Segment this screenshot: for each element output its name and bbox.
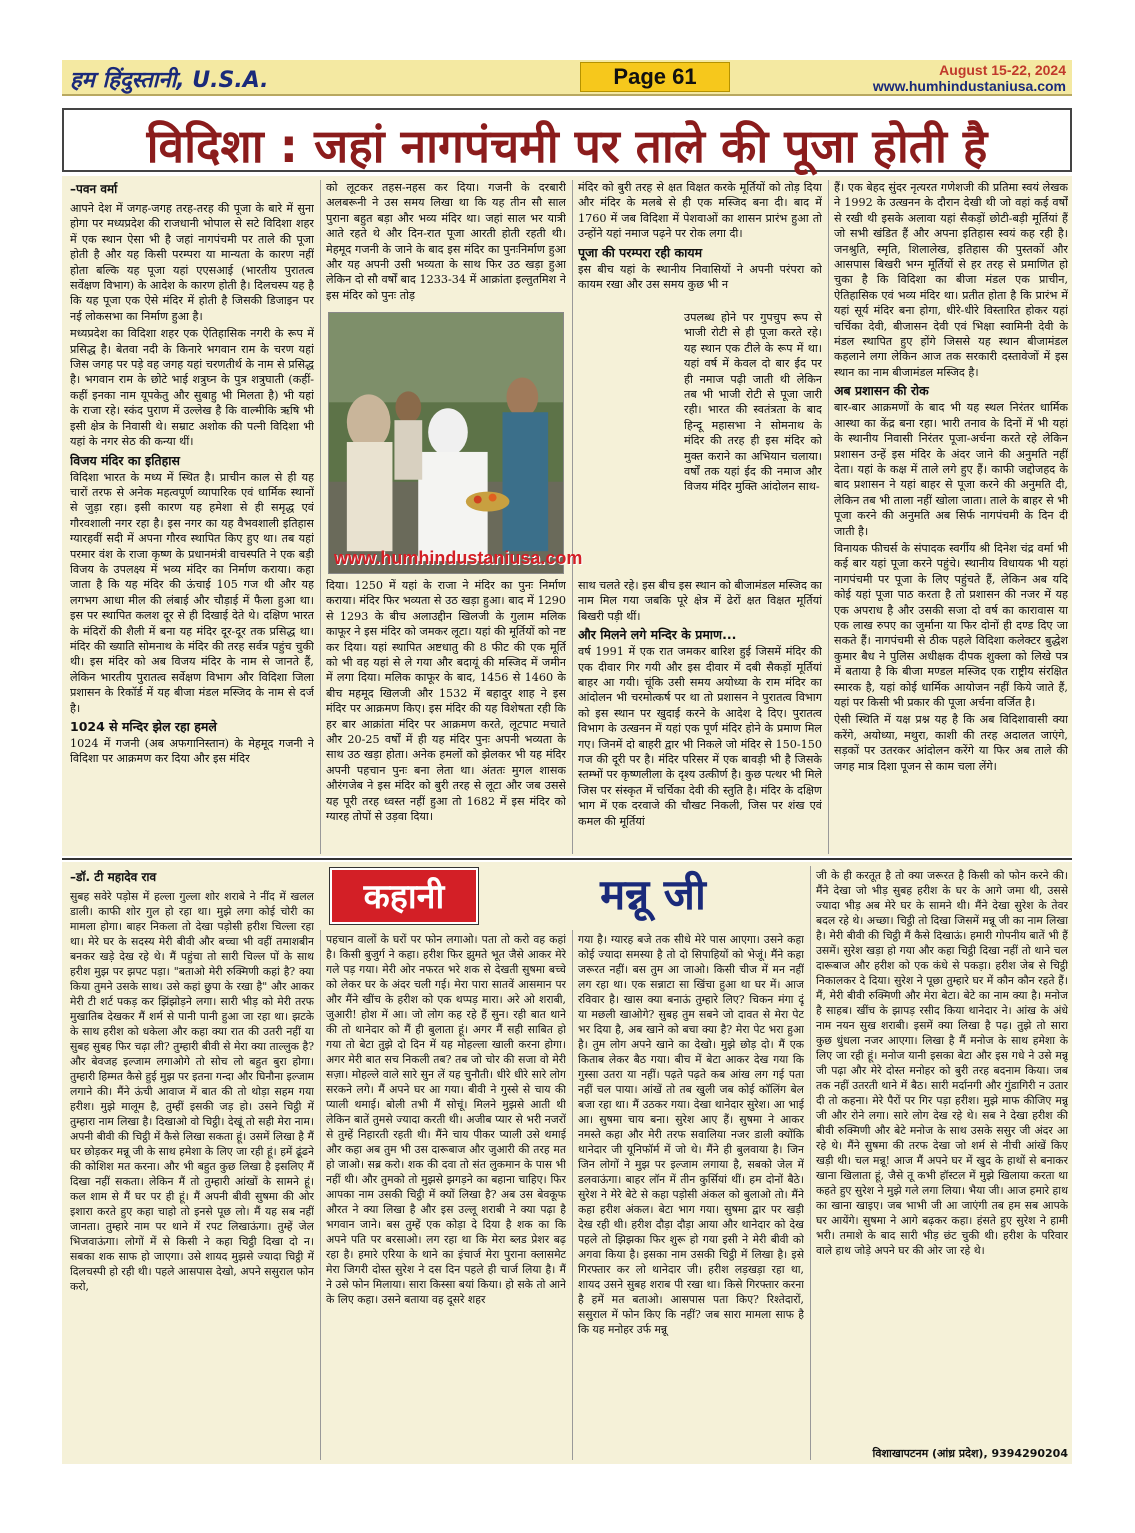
article-paragraph: विदिशा भारत के मध्य में स्थित है। प्राचीन काल से ही यह चारों तरफ से अनेक महत्वपूर्ण व्यापारिक एवं धार्मिक स्थानों से जुड़ा रहा। इसी कारण यह हमेशा से ही समृद्ध एवं गौरवशाली नगर रहा है। इस नगर का यह वैभवशाली इतिहास ग्यारहवीं सदी में अपना गौरव स्थापित किए हुए था। तब यहां परमार वंश के राजा कृष्ण के प्रधानमंत्री वाचस्पति ने एक बड़ी विजय के उपलक्ष्य में भव्य मंदिर का निर्माण कराया। कहा जाता है कि यह मंदिर की ऊंचाई 105 गज थी और यह लगभग आधा मील की लंबाई और चौड़ाई में फैला हुआ था। इस पर स्थापित कलश दूर से ही दिखाई देते थे। दक्षिण भारत के मंदिरों की शैली में बना यह मंदिर दूर-दूर तक प्रसिद्ध था। मंदिर की ख्याति सोमनाथ के मंदिर की तरह सर्वत्र पहुंच चुकी थी। इस मंदिर को अब विजय मंदिर के नाम से जानते हैं, लेकिन भारतीय पुरातत्व सर्वेक्षण विभाग और विदिशा जिला प्रशासन के रिकॉर्ड में यह बीजा मंडल मस्जिद के नाम से दर्ज है। xyxy=(70,470,314,715)
publication-title: हम हिंदुस्तानी, U.S.A. xyxy=(70,68,269,93)
story-footer: विशाखापटनम (आंध्र प्रदेश), 9394290204 xyxy=(872,1447,1068,1460)
story-title: मन्नू जी xyxy=(600,870,706,919)
subheading-1024: 1024 से मन्दिर झेल रहा हमले xyxy=(70,719,217,734)
story-column-4 xyxy=(816,868,1068,1444)
column-divider xyxy=(810,866,811,1460)
column-divider xyxy=(572,180,573,854)
column-divider xyxy=(320,930,321,1460)
article-column-2-top xyxy=(326,180,566,312)
column-divider xyxy=(320,180,321,854)
article-paragraph: विनायक फीचर्स के संपादक स्वर्गीय श्री दिनेश चंद्र वर्मा भी कई बार यहां पूजा करने पहुंचे। स्थानीय विधायक भी यहां नागपंचमी पर पूजा के लिए पहुंचते हैं, लेकिन अब यदि कोई यहां पूजा पाठ करता है तो प्रशासन की नजर में यह एक अपराध है और उसकी सजा दो वर्ष का कारावास या एक लाख रुपए का जुर्माना या फिर दोनों ही दण्ड दिए जा सकते हैं। नागपंचमी से ठीक पहले विदिशा कलेक्टर बुद्धेश कुमार बैध ने पुलिस अधीक्षक दीपक शुक्ला को लिखे पत्र में बताया है कि बीजा मण्डल मस्जिद एक राष्ट्रीय संरक्षित स्मारक है, यहां कोई धार्मिक आयोजन नहीं किये जाते हैं, यहां पर किसी भी प्रकार की पूजा अर्चना वर्जित है। xyxy=(834,541,1068,709)
article-column-3-side xyxy=(684,310,822,578)
article-paragraph: साथ चलते रहे। इस बीच इस स्थान को बीजामंडल मस्जिद का नाम मिल गया जबकि पूरे क्षेत्र में ढेरों क्षत विक्षत मूर्तियां बिखरी पड़ी थीं। xyxy=(578,579,822,623)
issue-date: August 15-22, 2024 xyxy=(939,62,1066,78)
headline-box xyxy=(62,108,1072,172)
column-divider xyxy=(572,930,573,1460)
column-divider xyxy=(828,180,829,854)
article-column-4 xyxy=(834,180,1068,854)
article-paragraph: इस बीच यहां के स्थानीय निवासियों ने अपनी परंपरा को कायम रखा और उस समय कुछ भी न xyxy=(578,262,822,292)
page-headline: विदिशा : जहां नागपंचमी पर ताले की पूजा होती है xyxy=(146,119,988,173)
story-paragraph: पहचान वालों के घरों पर फोन लगाओ। पता तो करो वह कहां है। किसी बुजुर्ग ने कहा। हरीश फिर झुमते भूत जैसे आकर मेरे गले पड़ गया। मेरी ओर नफरत भरे शक से देखती सुषमा बच्चे को लेकर घर के अंदर चली गई। मेरा पारा सातवें आसमान पर और मैंने खींच के हरीश को एक थप्पड़ मारा। अरे ओ शराबी, जुआरी! होश में आ। जो लोग कह रहे हैं सुन। रही बात थाने की तो थानेदार को मैं ही बुलाता हूं। अगर मैं सही साबित हो गया तो बेटा तुझे दो दिन में यह मोहल्ला खाली करना होगा। अगर मेरी बात सच निकली तब? तब जो चोर की सजा वो मेरी सज़ा। मोहल्ले वाले सारे सुन लें यह चुनौती। धीरे धीरे सारे लोग सरकने लगे। मैं अपने घर आ गया। बीवी ने गुस्से से चाय की प्याली थमाई। बोली तभी मैं सोचूं। मिलने मुझसे आती थी लेकिन बातें तुमसे ज्यादा करती थी। अजीब प्यार से भरी नजरों से तुम्हें निहारती रहती थी। मैंने चाय पीकर प्याली उसे थमाई और कहा अब तुम भी उस दारूबाज और जुआरी की तरह मत हो जाओ। सब्र करो। शक की दवा तो संत लुकमान के पास भी नहीं थी। और तुमको तो मुझसे झगड़ने का बहाना चाहिए। फिर आपका नाम उसकी चिट्ठी में क्यों लिखा है? अब उस बेवकूफ औरत ने क्या लिखा है और इस उल्लू शराबी ने क्या पढ़ा है भगवान जाने। बस तुम्हें एक कोड़ा दे दिया है शक का कि अपने पति पर बरसाओ। लग रहा था कि मेरा ब्लड प्रेशर बढ़ रहा है। हमारे एरिया के थाने का इंचार्ज मेरा पुराना क्लासमेट मेरा जिगरी दोस्त सुरेश ने दस दिन पहले ही चार्ज लिया है। मैं ने उसे फोन मिलाया। सारा किस्सा बयां किया। हो सके तो आने के लिए कहा। उसने बताया वह दूसरे शहर xyxy=(326,933,566,1306)
subheading-ban: अब प्रशासन की रोक xyxy=(834,383,929,399)
article-paragraph: हैं। एक बेहद सुंदर नृत्यरत गणेशजी की प्रतिमा स्वयं लेखक ने 1992 के उत्खनन के दौरान देखी थी जो वहां कई वर्षों से रखी थी इसके अलावा यहां सैकड़ों छोटी-बड़ी मूर्तियां हैं जो सभी खंडित हैं और अपना इतिहास स्वयं कह रही है। जनश्रुति, स्मृति, शिलालेख, इतिहास की पुस्तकों और आसपास बिखरी भग्न मूर्तियों से हर तरह से प्रमाणित हो चुका है कि विदिशा का बीजा मंडल एक प्राचीन, ऐतिहासिक एवं भव्य मंदिर था। प्रतीत होता है कि प्रारंभ में यहां सूर्य मंदिर बना होगा, धीरे-धीरे विस्तारित होकर यहां चर्चिका देवी, बीजासन देवी एवं भिक्षा स्वामिनी देवी के मंडल स्थापित हुए होंगे जिससे यह स्थान बीजामंडल कहलाने लगा लेकिन आज तक सरकारी दस्तावेजों में इस स्थान का नाम बीजामंडल मस्जिद है। xyxy=(834,181,1068,379)
story-paragraph: सुबह सवेरे पड़ोस में हल्ला गुल्ला शोर शराबे ने नींद में खलल डाली। काफी शोर गुल हो रहा था। मुझे लगा कोई चोरी का मामला होगा। बाहर निकला तो देखा पड़ोसी हरीश चिल्ला रहा था। मेरे घर के सदस्य मेरी बीवी और बच्चा भी वहीं तमाशबीन बनकर खड़े देख रहे थे। मैं पहुंचा तो सारी चिल्ल पों के साथ हरीश मुझ पर झपट पड़ा। "बताओ मेरी रुक्मिणी कहां है? क्या किया तुमने उसके साथ। उसे कहां छुपा के रखा है" और आकर मेरी टी शर्ट पकड़ कर झिंझोड़ने लगा। सारी भीड़ को मेरी तरफ मुखातिब देखकर मैं शर्म से पानी पानी हुआ जा रहा था। झटके के साथ हरीश को धकेला और कहा क्या रात की उतरी नहीं या सुबह सुबह फिर चढ़ा ली? तुम्हारी बीवी से मेरा क्या ताल्लुक है? और बेवजह इल्जाम लगाओगे तो सोच लो बहुत बुरा होगा। तुम्हारी हिम्मत कैसे हुई मुझ पर इतना गन्दा और घिनौना इल्जाम लगाने की। मैंने ऊंची आवाज में बात की तो थोड़ा सहम गया हरीश। मुझे मालूम है, तुम्हीं इसकी जड़ हो। उसने चिट्ठी में तुम्हारा नाम लिखा है। दिखाओ वो चिट्ठी। देखूं तो सही मेरा नाम। अपनी बीवी की चिट्ठी में कैसे लिखा सकता हूं। उसमें लिखा है मैं घर छोड़कर मन्नू जी के साथ हमेशा के लिए जा रही हूं। हमें ढूंढने की कोशिश मत करना। और भी बहुत कुछ लिखा है इसलिए मैं दिखा नहीं सकता। लेकिन मैं तो तुम्हारी आंखों के सामने हूं। कल शाम से मैं घर पर ही हूं। मैं अपनी बीवी सुषमा की ओर इशारा करते हुए कहा चाहो तो इनसे पूछ लो। मैं यह सब नहीं जानता। तुम्हारे नाम पर थाने में रपट लिखाऊंगा। तुम्हें जेल भिजवाऊंगा। लोगों में से किसी ने कहा चिट्ठी दिखा दो न। सबका शक साफ हो जाएगा। उसे शायद मुझसे ज्यादा चिट्ठी में दिलचस्पी हो रही थी। पहले आसपास देखो, अपने ससुराल फोन करो, xyxy=(70,890,314,1293)
masthead xyxy=(62,60,1072,96)
article-column-3-bottom xyxy=(578,578,822,854)
article-paragraph: को लूटकर तहस-नहस कर दिया। गजनी के दरबारी अलबरूनी ने उस समय लिखा था कि यह तीन सौ साल पुराना बहुत बड़ा और भव्य मंदिर था। जहां साल भर यात्री आते रहते थे और दिन-रात पूजा आरती होती रहती थी। मेहमूद गजनी के जाने के बाद इस मंदिर का पुनःनिर्माण हुआ और यह अपनी उसी भव्यता के साथ फिर उठ खड़ा हुआ लेकिन दो सौ वर्षों बाद 1233-34 में आक्रांता इल्तुतमिश ने इस मंदिर को पुनः तोड़ xyxy=(326,181,566,302)
story-column-3 xyxy=(578,932,804,1462)
article-paragraph: बार-बार आक्रमणों के बाद भी यह स्थल निरंतर धार्मिक आस्था का केंद्र बना रहा। भारी तनाव के दिनों में भी यहां के स्थानीय निवासी निरंतर पूजा-अर्चना करते रहे लेकिन प्रशासन उन्हें इस मंदिर के अंदर जाने की अनुमति नहीं देता। यहां के कक्ष में ताले लगे हुए हैं। काफी जद्दोजहद के बाद प्रशासन ने यहां बाहर से पूजा करने की अनुमति दी, लेकिन तब भी ताला नहीं खोला जाता। ताले के बाहर से भी पूजा करने की अनुमति अब सिर्फ नागपंचमी के दिन दी जाती है। xyxy=(834,401,1068,538)
article-paragraph: आपने देश में जगह-जगह तरह-तरह की पूजा के बारे में सुना होगा पर मध्यप्रदेश की राजधानी भोपाल से सटे विदिशा शहर में एक स्थान ऐसा भी है जहां नागपंचमी पर ताले की पूजा होती है और यह किसी परम्परा या मान्यता के कारण नहीं होता बल्कि यह पूजा यहां एएसआई (भारतीय पुरातत्व सर्वेक्षण विभाग) के आदेश के कारण होती है। दिलचस्प यह है कि यह पूजा एक ऐसे मंदिर में होती है जिसकी डिजाइन पर नई लोकसभा का निर्माण हुआ है। xyxy=(70,202,314,323)
masthead-info xyxy=(873,62,1066,94)
article-column-2-bottom xyxy=(326,578,566,854)
story-column-1 xyxy=(70,868,314,1462)
article-paragraph: दिया। 1250 में यहां के राजा ने मंदिर का पुनः निर्माण कराया। मंदिर फिर भव्यता से उठ खड़ा हुआ। बाद में 1290 से 1293 के बीच अलाउद्दीन खिलजी के गुलाम मलिक काफूर ने इस मंदिर को जमकर लूटा। यहां की मूर्तियों को नष्ट कर दिया। यहां स्थापित अष्टधातु की 8 फीट की एक मूर्ति को भी वह यहां से ले गया और बदायूं की मस्जिद में जमीन में लगा दिया। मलिक काफूर के बाद, 1456 से 1460 के बीच महमूद खिलजी और 1532 में बहादुर शाह ने इस मंदिर पर आक्रमण किए। इस मंदिर की यह विशेषता रही कि हर बार आक्रांता मंदिर पर आक्रमण करते, लूटपाट मचाते और 20-25 वर्षों में ही यह मंदिर पुनः अपनी भव्यता के साथ उठ खड़ा होता। अनेक हमलों को झेलकर भी यह मंदिर अपनी पहचान पुनः बना लेता था। अंततः मुगल शासक औरंगजेब ने इस मंदिर को बुरी तरह से लूटा और जब उससे यह पूरी तरह ध्वस्त नहीं हुआ तो 1682 में इस मंदिर को ग्यारह तोपों से उड़वा दिया। xyxy=(326,579,566,824)
story-category-tag: कहानी xyxy=(330,868,478,924)
story-byline: –डॉ. टी महादेव राव xyxy=(70,870,157,884)
story-paragraph: जी के ही करतूत है तो क्या जरूरत है किसी को फोन करने की। मैंने देखा जो भीड़ सुबह हरीश के घर के आगे जमा थी, उससे ज्यादा भीड़ अब मेरे घर के सामने थी। मैंने देखा सुरेश के तेवर बदल रहे थे। अच्छा। चिट्ठी तो दिखा जिसमें मन्नू जी का नाम लिखा है। मेरी बीवी की चिट्ठी मैं कैसे दिखाऊं। हमारी गोपनीय बातें भी हैं उसमें। सुरेश खड़ा हो गया और कहा चिट्ठी दिखा नहीं तो थाने चल दारूबाज और हरीश को एक कंधे से पकड़ा। हरीश जेब से चिट्ठी निकालकर दे दिया। सुरेश ने पूछा तुम्हारे घर में कौन कौन रहते हैं। मैं, मेरी बीवी रुक्मिणी और मेरा बेटा। बेटे का नाम क्या है। मनोज है साहब। खींच के झापड़ रसीद किया थानेदार ने। आंख के अंधे नाम नयन सुख शराबी। इसमें क्या लिखा है पढ़। तुझे तो सारा कुछ धुंधला नजर आएगा। लिखा है मैं मनोज के साथ हमेशा के लिए जा रही हूं। मनोज यानी इसका बेटा और इस गधे ने उसे मन्नू जी पढ़ा और मेरे दोस्त मनोहर को बुरी तरह बदनाम किया। जब तक नहीं उतरती थाने में बैठ। सारी मर्दानगी और गुंडागिरी न उतार दी तो कहना। मेरे पैरों पर गिर पड़ा हरीश। मुझे माफ कीजिए मन्नू जी और रोने लगा। सारे लोग देख रहे थे। सब ने देखा हरीश की बीवी रुक्मिणी और बेटे मनोज के साथ उसके ससुर जी अंदर आ रहे थे। मैंने सुषमा की तरफ देखा जो शर्म से नीची आंखें किए खड़ी थी। चल मन्नू! आज मैं अपने घर में खुद के हाथों से बनाकर खाना खिलाता हूं, जैसे तू कभी हॉस्टल में मुझे खिलाया करता था कहते हुए सुरेश ने मुझे गले लगा लिया। भैया जी। आज हमारे हाथ का खाना खाइए। जब भाभी जी आ जाएंगी तब हम सब आपके घर आयेंगे। सुषमा ने आगे बढ़कर कहा। हंसते हुए सुरेश ने हामी भरी। तमाशे के बाद सारी भीड़ छंट चुकी थी। हरीश के परिवार वाले हाथ जोड़े अपने घर की ओर जा रहे थे। xyxy=(816,869,1068,1257)
article-paragraph: वर्ष 1991 में एक रात जमकर बारिश हुई जिसमें मंदिर की एक दीवार गिर गयी और इस दीवार में दबी सैकड़ों मूर्तियां बाहर आ गयी। चूंकि उसी समय अयोध्या के राम मंदिर का आंदोलन भी चरमोत्कर्ष पर था तो प्रशासन ने पुरातत्व विभाग को इस स्थान पर खुदाई करने के आदेश दे दिए। पुरातत्व विभाग के उत्खनन में यहां एक पूर्ण मंदिर होने के प्रमाण मिल गए। जिनमें दो बाहरी द्वार भी निकले जो मंदिर से 150-150 गज की दूरी पर है। मंदिर परिसर में एक बावड़ी भी है जिसके स्तम्भों पर कृष्णलीला के दृश्य उत्कीर्ण है। कुछ पत्थर भी मिले जिस पर संस्कृत में चर्चिका देवी की स्तुति है। मंदिर के दक्षिण भाग में एक दरवाजे की चौखट निकली, जिस पर शंख एवं कमल की मूर्तियां xyxy=(578,645,822,828)
article-photo xyxy=(328,312,564,574)
article-paragraph: मध्यप्रदेश का विदिशा शहर एक ऐतिहासिक नगरी के रूप में प्रसिद्ध है। बेतवा नदी के किनारे भगवान राम के चरण यहां जिस जगह पर पड़े वह जगह यहां चरणतीर्थ के नाम से प्रसिद्ध है। भगवान राम के छोटे भाई शत्रुघ्न के पुत्र शत्रुघाती (कहीं-कहीं इनका नाम यूपकेतु और सुबाहु भी मिलता है) भी यहां के राजा रहे। स्कंद पुराण में उल्लेख है कि वाल्मीकि ऋषि भी इसी क्षेत्र के निवासी थे। सम्राट अशोक की पत्नी विदिशा भी यहां के नगर सेठ की कन्या थीं। xyxy=(70,327,314,449)
article-paragraph: ऐसी स्थिति में यक्ष प्रश्न यह है कि अब विदिशावासी क्या करेंगे, अयोध्या, मथुरा, काशी की तरह अदालत जाएंगे, सड़कों पर उतरकर आंदोलन करेंगे या फिर अब ताले की जगह मात्र दिशा पूजन से काम चला लेंगे। xyxy=(834,713,1068,773)
photo-watermark: www.humhindustaniusa.com xyxy=(334,548,583,568)
article-byline: –पवन वर्मा xyxy=(70,182,118,196)
subheading-tradition: पूजा की परम्परा रही कायम xyxy=(578,244,703,260)
article-column-1 xyxy=(70,180,314,854)
article-paragraph: 1024 में गजनी (अब अफगानिस्तान) के मेहमूद गजनी ने विदिशा पर आक्रमण कर दिया और इस मंदिर xyxy=(70,737,314,766)
article-paragraph: मंदिर को बुरी तरह से क्षत विक्षत करके मूर्तियों को तोड़ दिया और मंदिर के मलबे से ही एक मस्जिद बना दी। बाद में 1760 में जब विदिशा में पेशवाओं का शासन प्रारंभ हुआ तो उन्होंने यहां नमाज पढ़ने पर रोक लगा दी। xyxy=(578,181,822,241)
section-divider xyxy=(62,858,1072,860)
article-column-3-top xyxy=(578,180,822,310)
story-paragraph: गया है। ग्यारह बजे तक सीधे मेरे पास आएगा। उसने कहा कोई ज्यादा समस्या है तो दो सिपाहियों को भेजूं। मैंने कहा जरूरत नहीं। बस तुम आ जाओ। किसी चीज में मन नहीं लग रहा था। एक सन्नाटा सा खिंचा हुआ था घर में। आज रविवार है। खास क्या बनाऊं तुम्हारे लिए? चिकन मंगा दूं या मछली खाओगे? सुबह तुम सबने जो दावत से मेरा पेट भर दिया है, अब खाने को बचा क्या है? मेरा पेट भरा हुआ है। तुम लोग अपने खाने का देखो। मुझे छोड़ दो। मैं एक किताब लेकर बैठ गया। बीच में बेटा आकर देख गया कि गुस्सा उतरा या नहीं। पढ़ते पढ़ते कब आंख लग गई पता नहीं चल पाया। आंखें तो तब खुली जब कोई कॉलिंग बेल बजा रहा था। मैं उठकर गया। देखा थानेदार सुरेश। आ भाई आ। सुषमा चाय बना। सुरेश आए हैं। सुषमा ने आकर नमस्ते कहा और मेरी तरफ सवालिया नजर डाली क्योंकि थानेदार जी यूनिफॉर्म में जो थे। मैंने ही बुलवाया है। जिन जिन लोगों ने मुझ पर इल्जाम लगाया है, सबको जेल में डलवाऊंगा। बाहर लॉन में तीन कुर्सियां थीं। हम दोनों बैठे। सुरेश ने मेरे बेटे से कहा पड़ोसी अंकल को बुलाओ तो। मैंने कहा हरीश अंकल। बेटा भाग गया। सुषमा द्वार पर खड़ी देख रही थी। हरीश दौड़ा दौड़ा आया और थानेदार को देख पहले तो झिझका फिर शुरू हो गया इसी ने मेरी बीवी को अगवा किया है। इसका नाम उसकी चिट्ठी में लिखा है। इसे गिरफ्तार कर लो थानेदार जी। हरीश लड़खड़ा रहा था, शायद उसने सुबह शराब पी रखा था। किसे गिरफ्तार करना है हमें मत बताओ। आसपास पता किए? रिश्तेदारों, ससुराल में फोन किए कि नहीं? जब सारा मामला साफ है कि यह मनोहर उर्फ मन्नू xyxy=(578,933,804,1336)
subheading-evidence: और मिलने लगे मन्दिर के प्रमाण... xyxy=(578,627,737,643)
page-number: Page 61 xyxy=(580,62,730,92)
article-paragraph: उपलब्ध होने पर गुपचुप रूप से भाजी रोटी से ही पूजा करते रहे। यह स्थान एक टीले के रूप में था। यहां वर्ष में केवल दो बार ईद पर ही नमाज पढ़ी जाती थी लेकिन तब भी भाजी रोटी से पूजा जारी रही। भारत की स्वतंत्रता के बाद हिन्दू महासभा ने सोमनाथ के मंदिर की तरह ही इस मंदिर को मुक्त कराने का अभियान चलाया। वर्षों तक यहां ईद की नमाज और विजय मंदिर मुक्ति आंदोलन साथ- xyxy=(684,311,822,494)
story-column-2 xyxy=(326,932,566,1462)
subheading-history: विजय मंदिर का इतिहास xyxy=(70,452,180,468)
website-link[interactable]: www.humhindustaniusa.com xyxy=(872,78,1066,94)
